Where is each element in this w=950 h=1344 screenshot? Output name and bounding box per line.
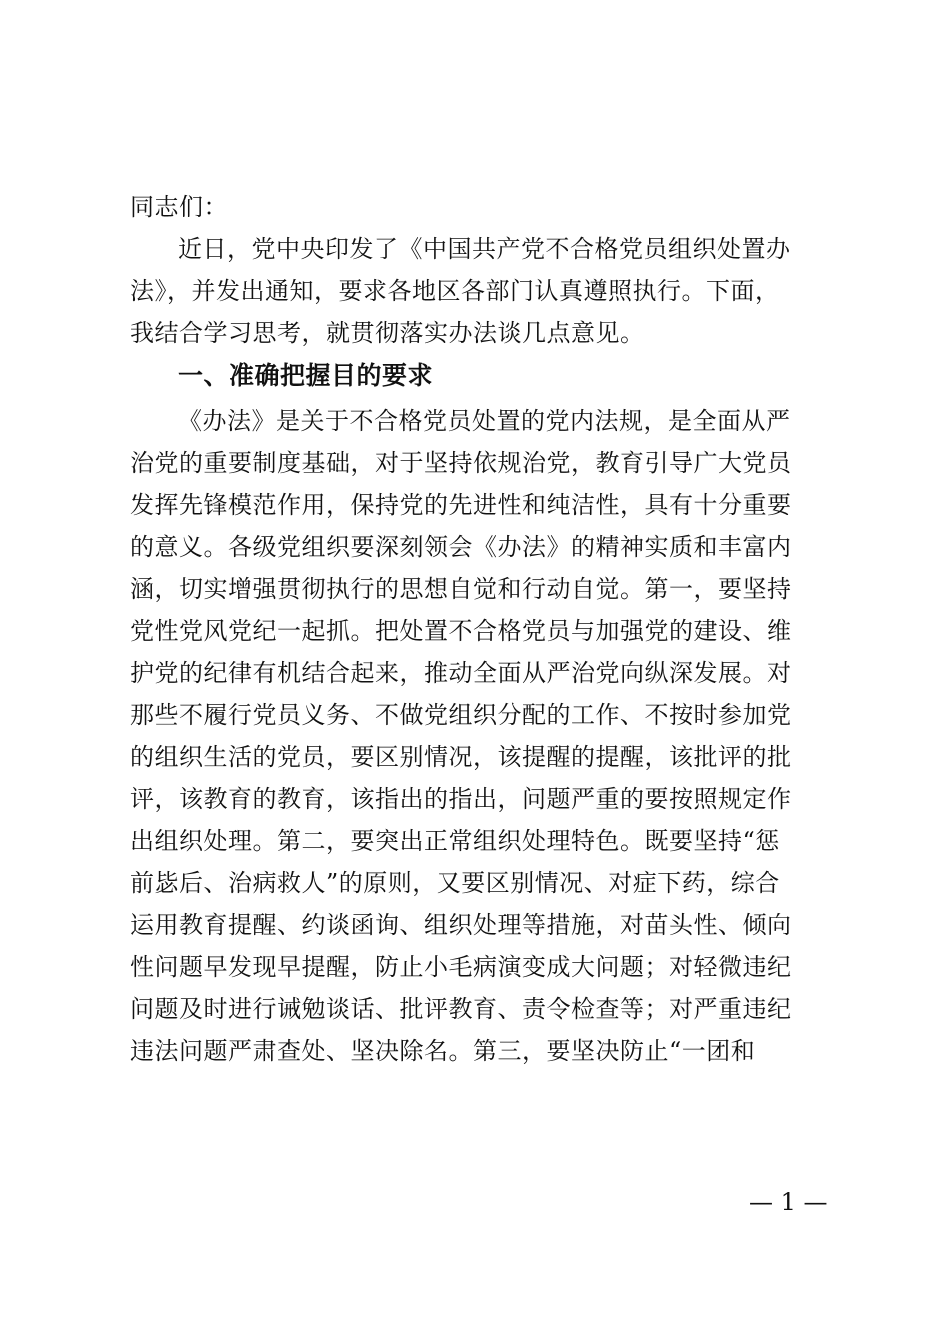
body-line-12: 前毖后、治病救人”的原则，又要区别情况、对症下药，综合	[130, 869, 780, 897]
intro-line-3: 我结合学习思考，就贯彻落实办法谈几点意见。	[130, 319, 645, 347]
body-line-13: 运用教育提醒、约谈函询、组织处理等措施，对苗头性、倾向	[130, 911, 792, 939]
body-line-3: 发挥先锋模范作用，保持党的先进性和纯洁性，具有十分重要	[130, 491, 792, 519]
body-line-9: 的组织生活的党员，要区别情况，该提醒的提醒，该批评的批	[130, 743, 792, 771]
body-line-10: 评，该教育的教育，该指出的指出，问题严重的要按照规定作	[130, 785, 792, 813]
body-line-16: 违法问题严肃查处、坚决除名。第三，要坚决防止“一团和	[130, 1037, 756, 1065]
section-heading: 一、准确把握目的要求	[178, 361, 434, 390]
body-line-7: 护党的纪律有机结合起来，推动全面从严治党向纵深发展。对	[130, 659, 792, 687]
body-line-4: 的意义。各级党组织要深刻领会《办法》的精神实质和丰富内	[130, 533, 792, 561]
intro-line-1: 近日，党中央印发了《中国共产党不合格党员组织处置办	[178, 235, 791, 263]
body-line-6: 党性党风党纪一起抓。把处置不合格党员与加强党的建设、维	[130, 617, 792, 645]
page-number: — 1 —	[749, 1188, 828, 1216]
body-line-14: 性问题早发现早提醒，防止小毛病演变成大问题；对轻微违纪	[130, 953, 792, 981]
body-line-5: 涵，切实增强贯彻执行的思想自觉和行动自觉。第一，要坚持	[130, 575, 792, 603]
intro-line-2: 法》，并发出通知，要求各地区各部门认真遵照执行。下面，	[130, 277, 780, 305]
body-line-15: 问题及时进行诫勉谈话、批评教育、责令检查等；对严重违纪	[130, 995, 792, 1023]
body-line-2: 治党的重要制度基础，对于坚持依规治党，教育引导广大党员	[130, 449, 792, 477]
body-line-11: 出组织处理。第二，要突出正常组织处理特色。既要坚持“惩	[130, 827, 780, 855]
body-line-1: 《办法》是关于不合格党员处置的党内法规，是全面从严	[178, 407, 791, 435]
salutation: 同志们：	[130, 193, 228, 221]
body-line-8: 那些不履行党员义务、不做党组织分配的工作、不按时参加党	[130, 701, 792, 729]
